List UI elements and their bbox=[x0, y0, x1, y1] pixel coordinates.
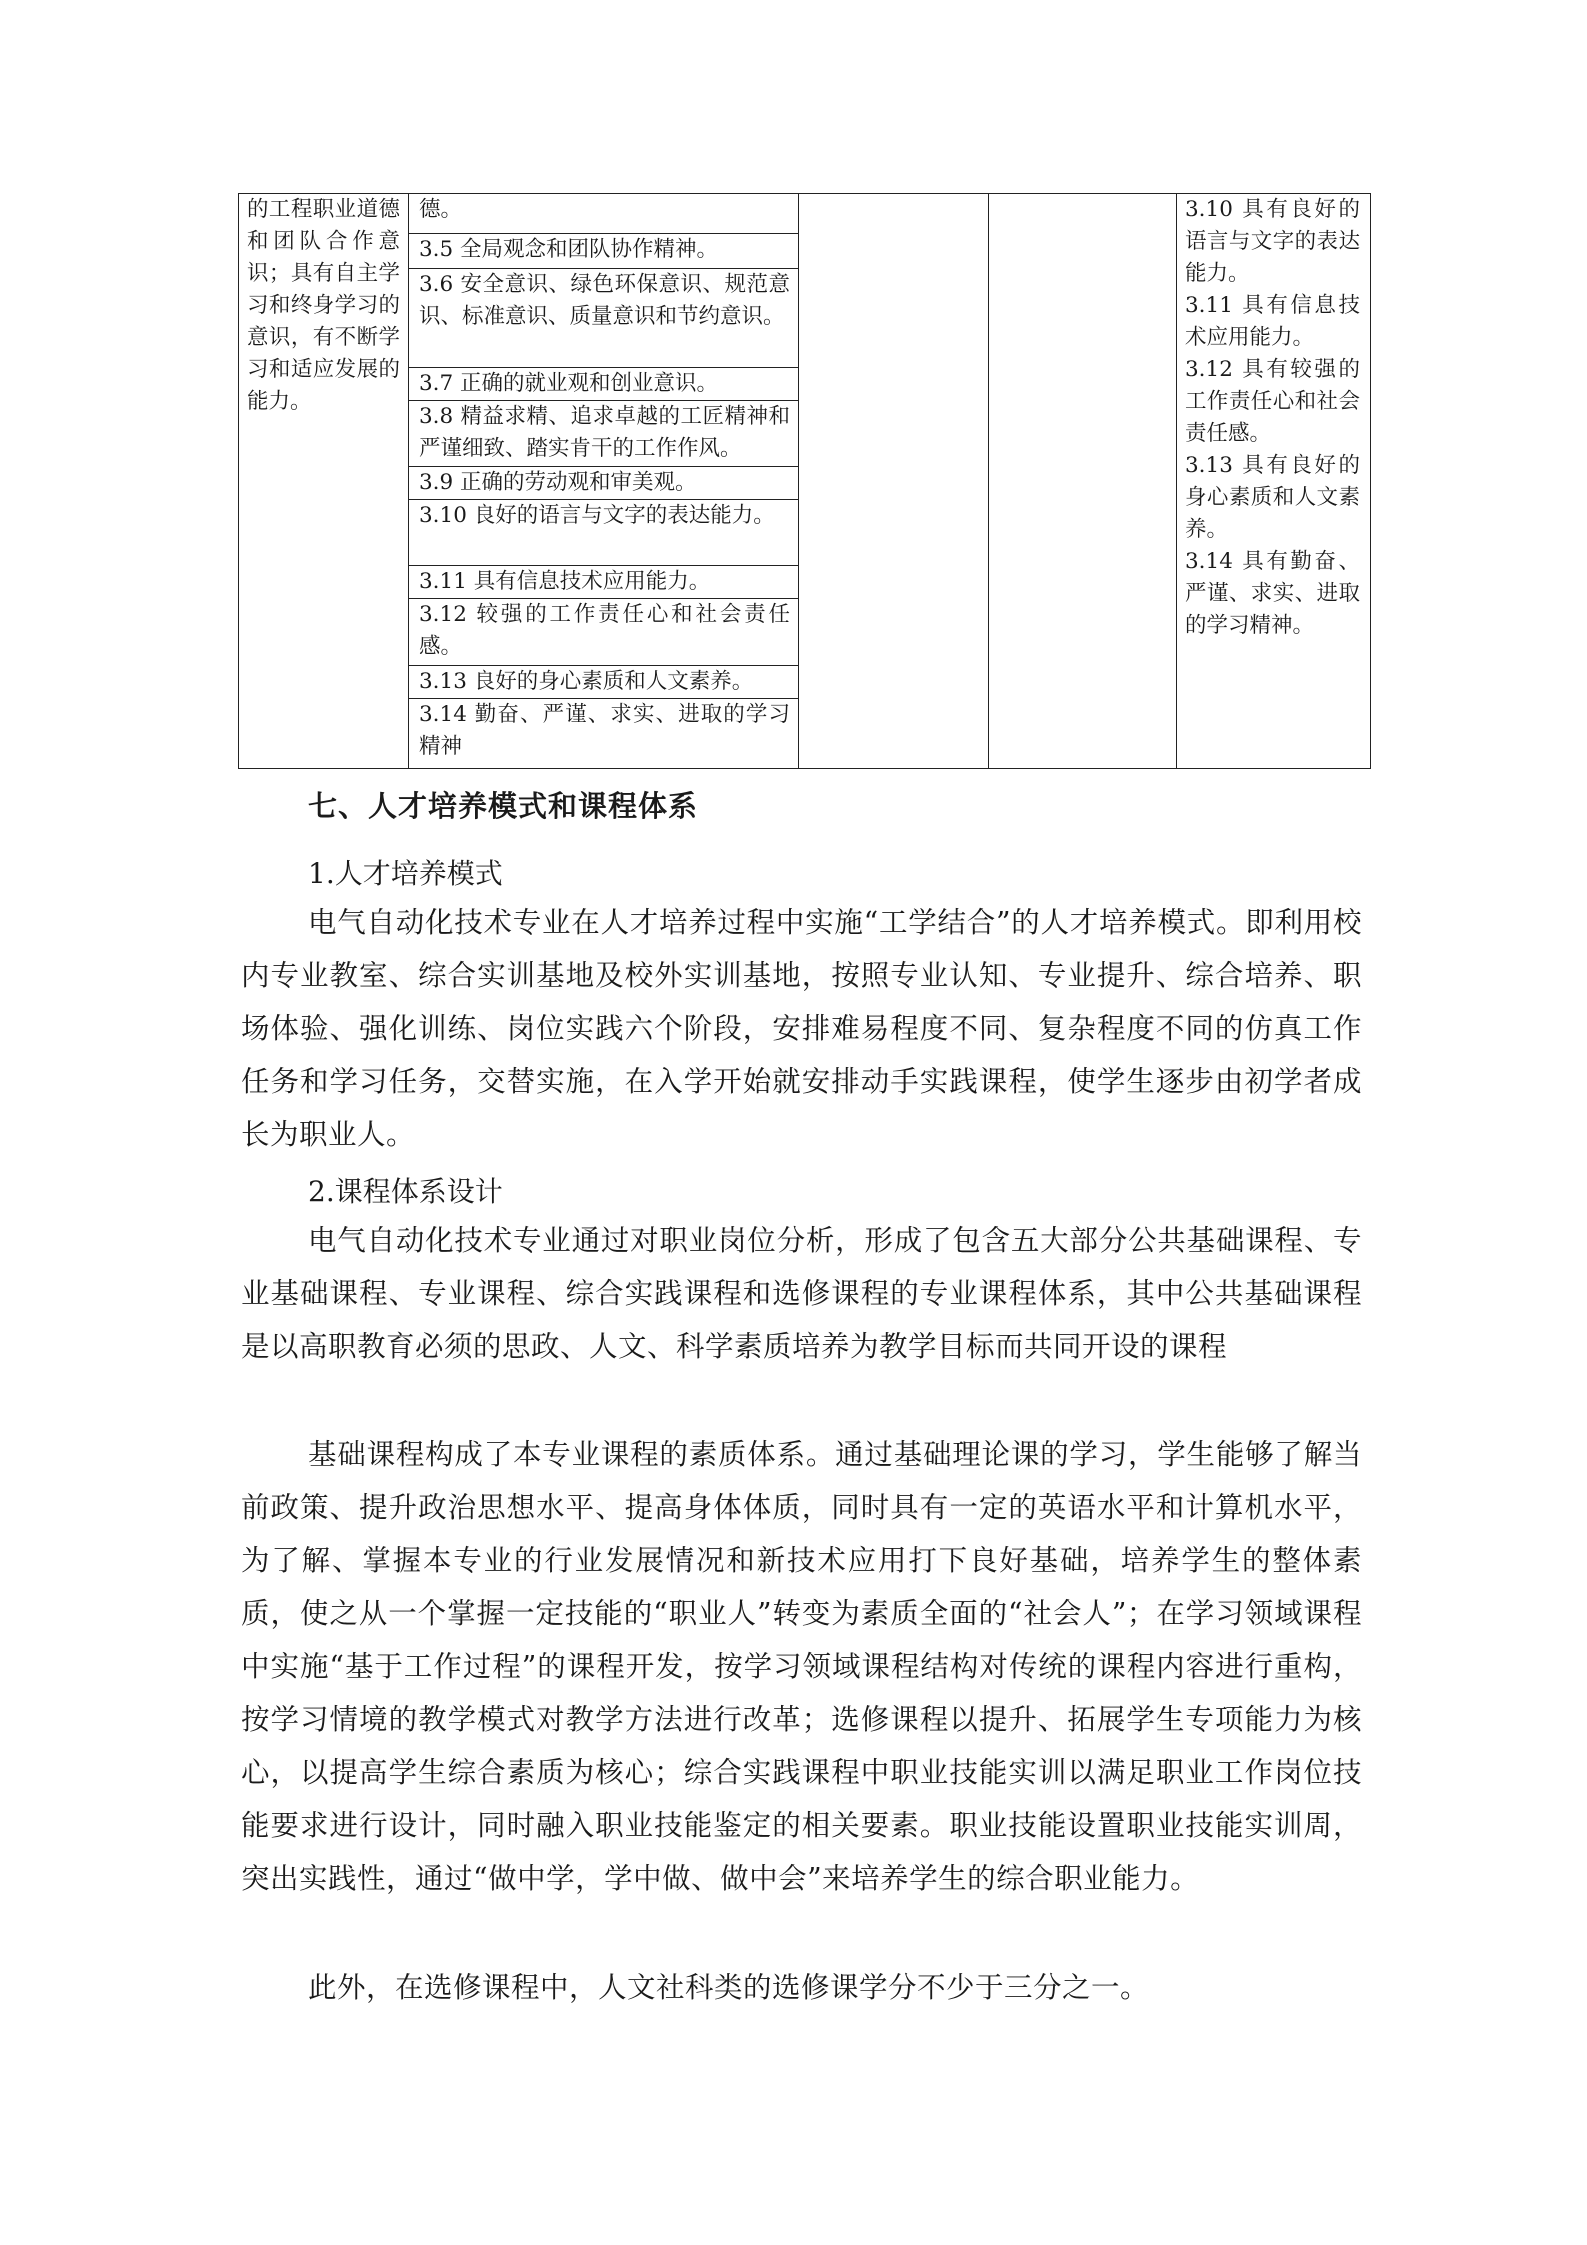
ability-item: 3.11 具有信息技术应用能力。 bbox=[1185, 293, 1360, 350]
requirement-row: 3.9 正确的劳动观和审美观。 bbox=[409, 467, 798, 500]
section-title: 七、人才培养模式和课程体系 bbox=[308, 789, 699, 823]
requirement-row: 3.6 安全意识、绿色环保意识、规范意识、标准意识、质量意识和节约意识。 bbox=[409, 269, 798, 368]
table-col-quality-requirements bbox=[409, 194, 799, 768]
ability-item: 3.12 具有较强的工作责任心和社会责任感。 bbox=[1185, 357, 1360, 446]
paragraph-electives: 此外，在选修课程中，人文社科类的选修课学分不少于三分之一。 bbox=[308, 1971, 1150, 2004]
table-col-empty-4 bbox=[989, 194, 1177, 768]
ability-item: 3.14 具有勤奋、严谨、求实、进取的学习精神。 bbox=[1185, 549, 1360, 638]
requirement-row: 3.10 良好的语言与文字的表达能力。 bbox=[409, 500, 798, 566]
requirement-row: 3.5 全局观念和团队协作精神。 bbox=[409, 234, 798, 269]
paragraph-training-mode: 电气自动化技术专业在人才培养过程中实施“工学结合”的人才培养模式。即利用校内专业教室、综合实训基地及校外实训基地，按照专业认知、专业提升、综合培养、职场体验、强化训练、岗位实践六个阶段，安排难易程度不同、复杂程度不同的仿真工作任务和学习任务，交替实施，在入学开始就安排动手实践课程，使学生逐步由初学者成长为职业人。 bbox=[241, 906, 1362, 1151]
requirement-row: 3.14 勤奋、严谨、求实、进取的学习精神 bbox=[419, 702, 790, 759]
ability-item: 3.13 具有良好的身心素质和人文素养。 bbox=[1185, 453, 1360, 542]
subsection-title-curriculum-design: 2.课程体系设计 bbox=[308, 1175, 503, 1208]
goal-cell-text: 的工程职业道德和团队合作意识；具有自主学习和终身学习的意识，有不断学习和适应发展的能力。 bbox=[247, 197, 400, 414]
requirement-row: 3.7 正确的就业观和创业意识。 bbox=[409, 368, 798, 401]
table-col-empty-3 bbox=[799, 194, 989, 768]
paragraph-foundation-courses: 基础课程构成了本专业课程的素质体系。通过基础理论课的学习，学生能够了解当前政策、提升政治思想水平、提高身体体质，同时具有一定的英语水平和计算机水平，为了解、掌握本专业的行业发展情况和新技术应用打下良好基础，培养学生的整体素质，使之从一个掌握一定技能的“职业人”转变为素质全面的“社会人”；在学习领域课程中实施“基于工作过程”的课程开发，按学习领域课程结构对传统的课程内容进行重构，按学习情境的教学模式对教学方法进行改革；选修课程以提升、拓展学生专项能力为核心，以提高学生综合素质为核心；综合实践课程中职业技能实训以满足职业工作岗位技能要求进行设计，同时融入职业技能鉴定的相关要素。职业技能设置职业技能实训周，突出实践性，通过“做中学，学中做、做中会”来培养学生的综合职业能力。 bbox=[241, 1438, 1362, 1895]
requirement-row: 3.11 具有信息技术应用能力。 bbox=[409, 566, 798, 599]
competency-table bbox=[238, 193, 1371, 769]
table-col-goal bbox=[239, 194, 409, 768]
subsection-title-training-mode: 1.人才培养模式 bbox=[308, 857, 503, 890]
requirement-row: 德。 bbox=[409, 194, 798, 234]
table-col-abilities bbox=[1177, 194, 1372, 768]
requirement-row: 3.8 精益求精、追求卓越的工匠精神和严谨细致、踏实肯干的工作作风。 bbox=[409, 401, 798, 467]
requirement-row: 3.13 良好的身心素质和人文素养。 bbox=[409, 666, 798, 699]
paragraph-curriculum-system: 电气自动化技术专业通过对职业岗位分析，形成了包含五大部分公共基础课程、专业基础课程、专业课程、综合实践课程和选修课程的专业课程体系，其中公共基础课程是以高职教育必须的思政、人文、科学素质培养为教学目标而共同开设的课程 bbox=[241, 1224, 1362, 1363]
ability-item: 3.10 具有良好的语言与文字的表达能力。 bbox=[1185, 197, 1360, 286]
requirement-row: 3.12 较强的工作责任心和社会责任感。 bbox=[409, 599, 798, 666]
